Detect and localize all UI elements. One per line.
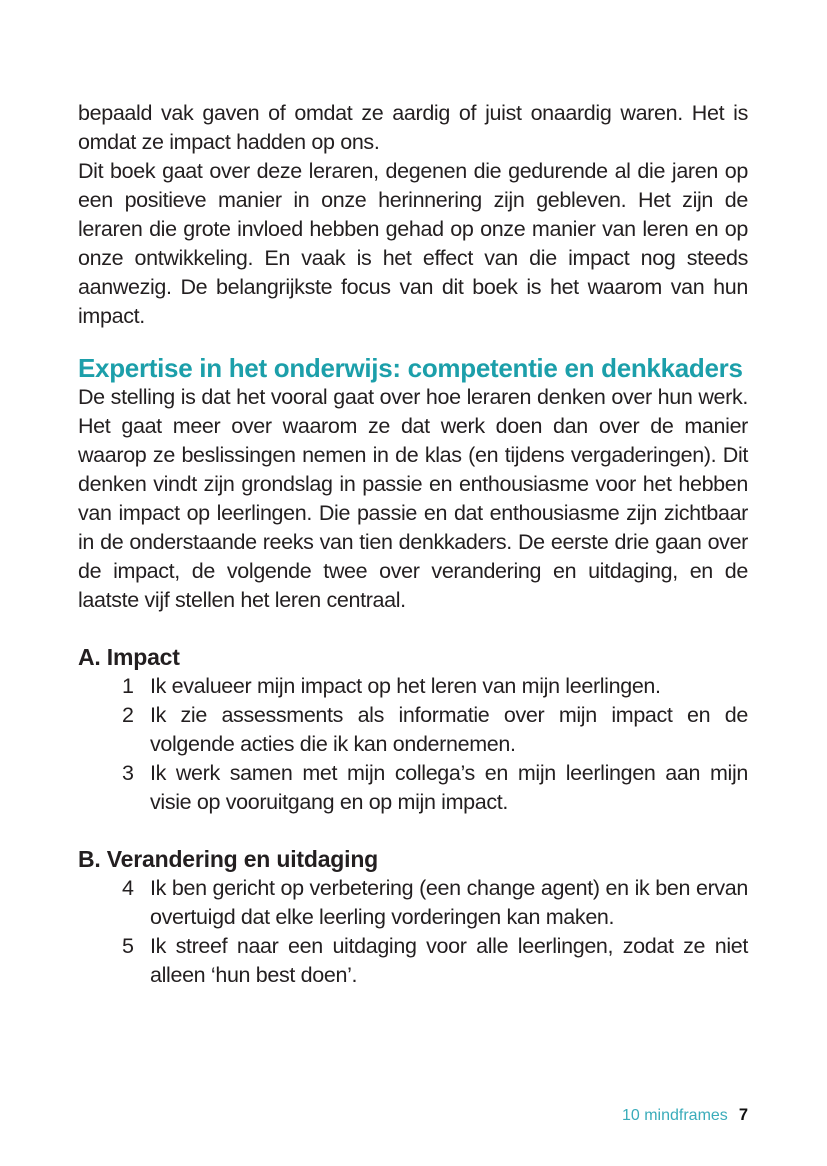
item-number: 4 <box>122 876 134 900</box>
list-item <box>78 701 748 759</box>
item-text: Ik evalueer mijn impact op het leren van mijn leerlingen. <box>150 674 661 698</box>
list-item <box>78 932 748 990</box>
list-a-heading: A. Impact <box>78 644 180 670</box>
item-text: Ik zie assessments als informatie over mijn impact en de volgende acties die ik kan ondernemen. <box>150 703 748 756</box>
item-number: 2 <box>122 703 134 727</box>
list-a <box>78 672 748 817</box>
list-b <box>78 874 748 990</box>
page-number: 7 <box>738 1106 748 1124</box>
list-item <box>78 874 748 932</box>
item-text: Ik werk samen met mijn collega’s en mijn leerlingen aan mijn visie op vooruitgang en op mijn impact. <box>150 761 748 814</box>
list-item <box>78 672 748 701</box>
intro-text-block <box>78 0 748 331</box>
list-b-heading: B. Verandering en uitdaging <box>78 846 379 872</box>
section-heading: Expertise in het onderwijs: competentie en denkkaders <box>78 353 743 383</box>
section-paragraph: De stelling is dat het vooral gaat over hoe leraren denken over hun werk. Het gaat meer over waarom ze dat werk doen dan over de manier waarop ze beslissingen nemen in de klas (en tijdens vergaderingen). Dit denken vindt zijn grondslag in passie en enthousiasme voor het hebben van impact op leerlingen. Die passie en dat enthousiasme zijn zichtbaar in de onderstaande reeks van tien denkkaders. De eerste drie gaan over de impact, de volgende twee over verandering en uitdaging, en de laatste vijf stellen het leren centraal. <box>78 385 748 612</box>
text-column <box>78 0 748 990</box>
item-number: 5 <box>122 934 134 958</box>
list-item <box>78 759 748 817</box>
item-text: Ik ben gericht op verbetering (een change agent) en ik ben ervan overtuigd dat elke leerling vorderingen kan maken. <box>150 876 748 929</box>
running-title: 10 mindframes <box>621 1107 728 1124</box>
body-paragraph: bepaald vak gaven of omdat ze aardig of juist onaardig waren. Het is omdat ze impact hadden op ons. <box>78 101 748 154</box>
page-footer <box>622 1106 748 1125</box>
item-text: Ik streef naar een uitdaging voor alle leerlingen, zodat ze niet alleen ‘hun best doen’. <box>150 934 748 987</box>
item-number: 3 <box>122 761 134 785</box>
body-paragraph: Dit boek gaat over deze leraren, degenen die gedurende al die jaren op een positieve manier in onze herinnering zijn gebleven. Het zijn de leraren die grote invloed hebben gehad op onze manier van leren en op onze ontwikkeling. En vaak is het effect van die impact nog steeds aanwezig. De belangrijkste focus van dit boek is het waarom van hun impact. <box>78 159 748 328</box>
item-number: 1 <box>122 674 134 698</box>
